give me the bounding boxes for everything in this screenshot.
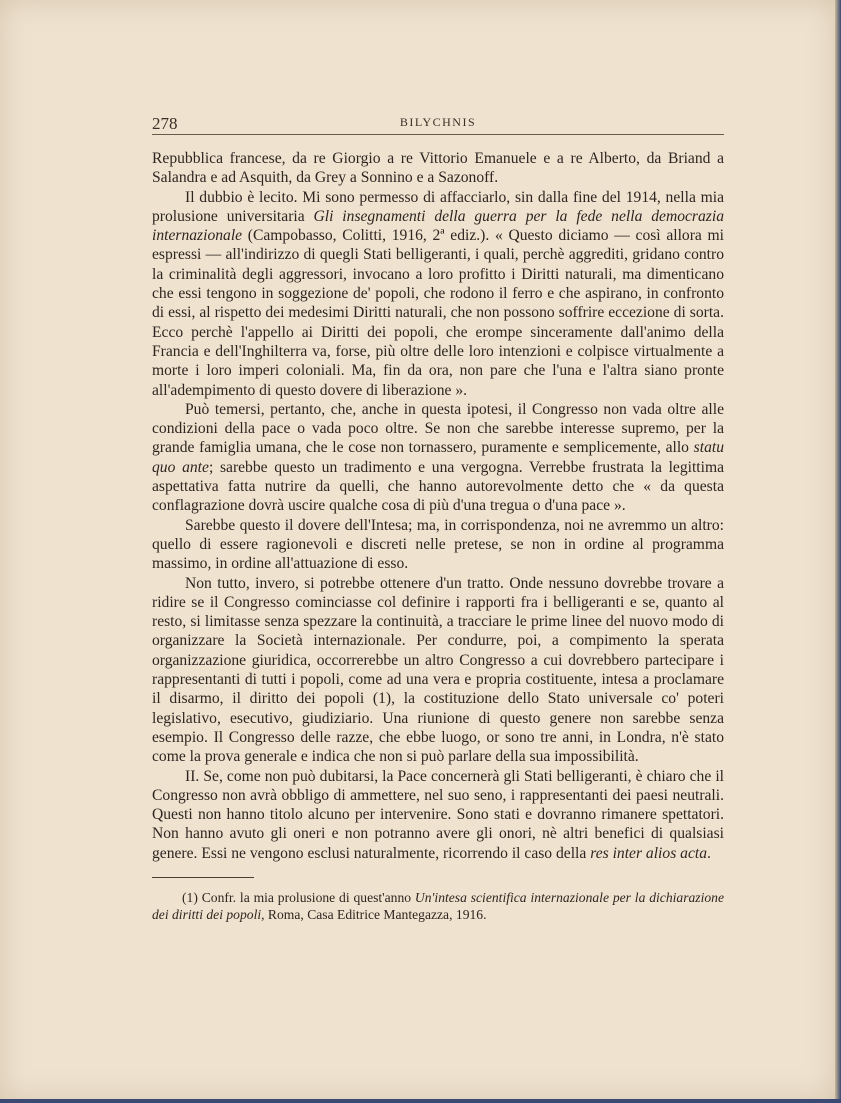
paragraph [152, 516, 724, 574]
page-header [152, 112, 724, 135]
italic-title: Un'intesa scientifica internazionale per la dichiarazione dei diritti dei popoli [152, 890, 724, 922]
paragraph [152, 188, 724, 400]
text-run: Il dubbio è lecito. Mi sono permesso di affacciarlo, sin dalla fine del 1914, nella mia prolusione universitaria [152, 188, 724, 225]
italic-title: Gli insegnamenti della guerra per la fede nella democrazia internazionale [152, 207, 724, 245]
text-run: Sarebbe questo il dovere dell'Intesa; ma, in corrispondenza, noi ne avremmo un altro: quello di essere ragionevoli e discreti nelle pretese, se non in ordine al programma massimo, in ordine all'attuazione di esso. [152, 516, 724, 573]
page-edge [835, 0, 841, 1103]
text-run: (1) Confr. la mia prolusione di quest'anno [182, 890, 415, 905]
text-run: Può temersi, pertanto, che, anche in questa ipotesi, il Congresso non vada oltre alle condizioni della pace o vada poco oltre. Se non che sarebbe interesse supremo, per la grande famiglia umana, che le cose non tornassero, puramente e semplicemente, allo [152, 400, 724, 457]
paragraph [152, 149, 724, 188]
footnote [152, 889, 724, 923]
paragraph [152, 400, 724, 516]
body-text [152, 149, 724, 863]
text-run: , Roma, Casa Editrice Mantegazza, 1916. [261, 907, 487, 922]
page-number: 278 [152, 114, 178, 133]
text-run: ; sarebbe questo un tradimento e una vergogna. Verrebbe frustrata la legittima aspettativa fatta nutrire da quelli, che hanno autorevolmente detto che « da questa conflagrazione dovrà uscire qualche cosa di più d'una tregua o d'una pace ». [152, 458, 724, 515]
footnote-divider [152, 877, 254, 878]
running-title: BILYCHNIS [399, 115, 477, 129]
italic-phrase: res inter alios acta [590, 844, 708, 862]
text-run: Repubblica francese, da re Giorgio a re Vittorio Emanuele e a re Alberto, da Briand a Salandra e ad Asquith, da Grey a Sonnino e a Sazonoff. [152, 150, 724, 187]
text-run: Non tutto, invero, si potrebbe ottenere d'un tratto. Onde nessuno dovrebbe trovare a ridire se il Congresso cominciasse col definire i rapporti fra i belligeranti e se, quanto al resto, si limitasse senza spezzare la continuità, a tracciare le prime linee del nuovo modo di organizzare la Società internazionale. Per condurre, poi, a compimento la sperata organizzazione giuridica, occorrerebbe un altro Congresso a cui dovrebbero partecipare i rappresentanti di tutti i popoli, come ad una vera e propria costituente, intesa a proclamare il disarmo, il diritto dei popoli (1), la costituzione dello Stato universale co' poteri legislativo, esecutivo, giudiziario. Una riunione di questo genere non sarebbe senza esempio. Il Congresso delle razze, che ebbe luogo, or sono tre anni, in Londra, n'è stato come la prova generale e indica che non si può parlare della sua impossibilità. [152, 574, 724, 766]
page-edge [0, 1099, 841, 1103]
text-run: II. Se, come non può dubitarsi, la Pace concernerà gli Stati belligeranti, è chiaro che il Congresso non avrà obbligo di ammettere, nel suo seno, i rappresentanti dei paesi neutrali. Questi non hanno titolo alcuno per intervenire. Sono stati e dovranno rimanere spettatori. Non hanno avuto gli oneri e non potranno avere gli onori, nè altri benefici di qualsiasi genere. Essi ne vengono esclusi naturalmente, ricorrendo il caso della [152, 767, 724, 862]
italic-phrase: statu quo ante [152, 439, 724, 476]
text-run: . [707, 844, 711, 862]
text-run: (Campobasso, Colitti, 1916, 2ª ediz.). « Questo diciamo — così allora mi espressi — all'indirizzo di quegli Stati belligeranti, i quali, perchè aggrediti, gridano contro la criminalità degli aggressori, invocano a loro profitto i Diritti naturali, ma dimenticano che essi tengono in soggezione de' popoli, che rodono il ferro e che aspirano, in confronto di essi, al rispetto dei medesimi Diritti naturali, che non possono soffrire eccezione di sorta. Ecco perchè l'appello ai Diritti dei popoli, che erompe sinceramente dall'animo della Francia e dell'Inghilterra va, forse, più oltre delle loro intenzioni e colpisce virtualmente a morte i loro imperi coloniali. Ma, fin da ora, non pare che l'una e l'altra siano pronte all'adempimento di questo dovere di liberazione ». [152, 227, 724, 399]
paragraph [152, 767, 724, 863]
paragraph [152, 574, 724, 767]
